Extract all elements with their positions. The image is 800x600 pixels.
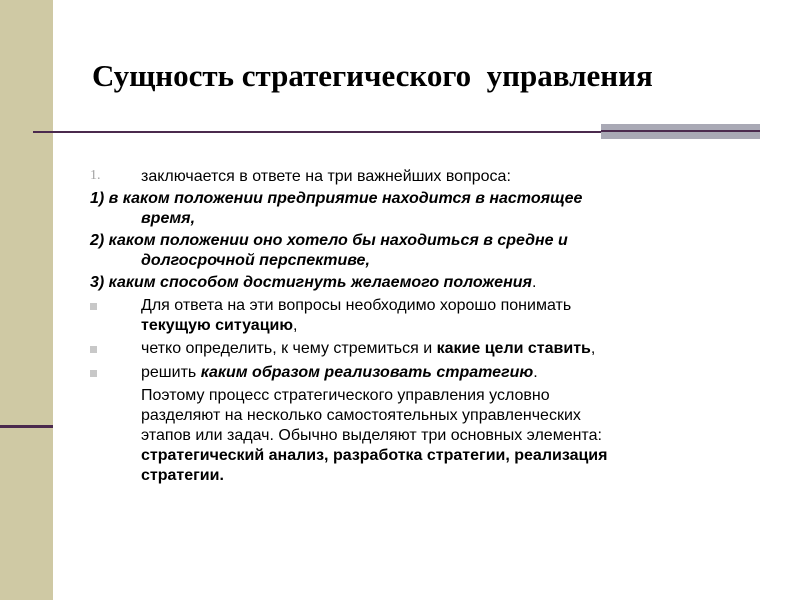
bullet-2-bold: какие цели ставить — [436, 340, 591, 357]
paragraph-line-1: Поэтому процесс стратегического управления условно — [141, 387, 550, 404]
question-1-line-1: 1) в каком положении предприятие находится в настоящее — [90, 190, 583, 207]
question-3 — [90, 273, 536, 293]
bullet-3-end: . — [533, 364, 538, 381]
bullet-3-bold-italic: каким образом реализовать стратегию — [200, 364, 534, 381]
slide-title: Сущность стратегического управления — [92, 58, 653, 93]
bullet-2-text: четко определить, к чему стремиться и — [141, 340, 437, 357]
bullet-3 — [141, 363, 538, 383]
list-number: 1. — [90, 168, 101, 183]
paragraph-line-4: стратегический анализ, разработка стратегии, реализация — [141, 447, 608, 464]
question-2-line-2: долгосрочной перспективе, — [141, 252, 370, 269]
question-2-line-1: 2) каком положении оно хотело бы находиться в средне и — [90, 232, 568, 249]
bullet-1-line-2 — [141, 316, 298, 336]
paragraph-line-3: этапов или задач. Обычно выделяют три основных элемента: — [141, 427, 602, 444]
bullet-3-text: решить — [141, 364, 201, 381]
bullet-1-line-1: Для ответа на эти вопросы необходимо хорошо понимать — [141, 297, 572, 314]
bullet-2-end: , — [590, 340, 596, 357]
paragraph-line-5: стратегии. — [141, 467, 224, 484]
question-1-line-2: время, — [141, 210, 196, 227]
bullet-square-icon — [90, 370, 97, 377]
intro-text: заключается в ответе на три важнейших вопроса: — [141, 168, 511, 185]
question-3-end: . — [531, 274, 537, 291]
bullet-2 — [141, 339, 595, 359]
bullet-square-icon — [90, 346, 97, 353]
bullet-1-bold: текущую ситуацию — [141, 317, 294, 334]
bullet-1-end: , — [293, 317, 298, 334]
question-3-text: 3) каким способом достигнуть желаемого положения — [90, 274, 532, 291]
bullet-square-icon — [90, 303, 97, 310]
paragraph-line-2: разделяют на несколько самостоятельных управленческих — [141, 407, 581, 424]
